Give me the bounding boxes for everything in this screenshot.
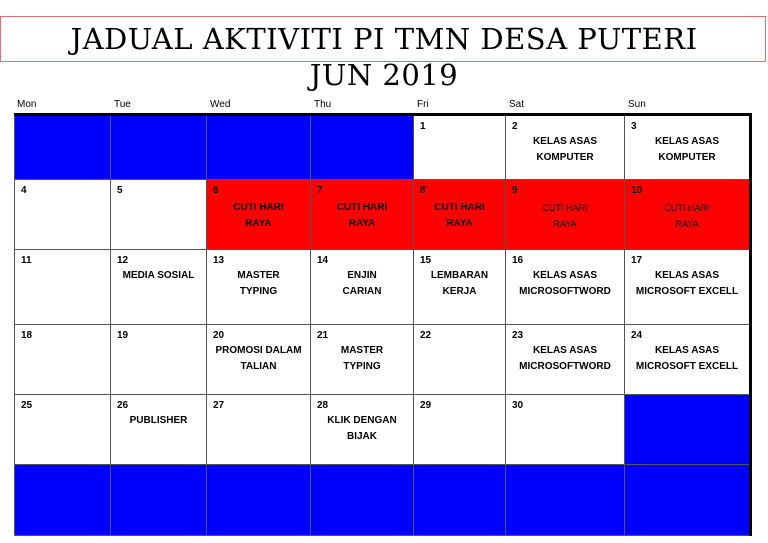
calendar-day-cell: [111, 325, 207, 395]
day-number: 3: [631, 121, 637, 132]
calendar-day-cell: [625, 116, 750, 180]
calendar-day-cell: [414, 116, 506, 180]
calendar-day-cell: [14, 465, 111, 536]
activity-label: KLIK DENGAN BIJAK: [327, 415, 397, 442]
calendar-day-cell: [625, 465, 750, 536]
page-subtitle-month: JUN 2019: [309, 58, 459, 92]
weekday-header-wed: Wed: [210, 99, 231, 110]
activity-label: KELAS ASAS MICROSOFT EXCELL: [635, 270, 739, 297]
day-number: 22: [420, 330, 432, 341]
day-number: 2: [512, 121, 518, 132]
activity-label: KELAS ASAS KOMPUTER: [654, 136, 720, 163]
calendar-day-cell: [207, 395, 311, 465]
calendar-day-cell: [111, 465, 207, 536]
holiday-label: CUTI HARI RAYA: [233, 202, 284, 229]
calendar-day-cell: [311, 180, 414, 250]
weekday-header-fri: Fri: [417, 99, 429, 110]
activity-label: MASTER TYPING: [237, 270, 280, 297]
calendar-day-cell: [625, 325, 750, 395]
activity-label: LEMBARAN KERJA: [430, 270, 489, 297]
calendar-day-cell: [414, 250, 506, 325]
day-number: 8: [420, 185, 426, 196]
calendar-right-border: [749, 113, 752, 536]
day-number: 15: [420, 255, 432, 266]
page-title: JADUAL AKTIVITI PI TMN DESA PUTERI: [70, 22, 698, 56]
calendar-day-cell: [506, 116, 625, 180]
day-number: 29: [420, 400, 432, 411]
calendar-day-cell: [14, 180, 111, 250]
day-number: 7: [317, 185, 323, 196]
weekday-header-sun: Sun: [628, 99, 646, 110]
calendar-day-cell: [414, 180, 506, 250]
day-number: 14: [317, 255, 329, 266]
calendar-day-cell: [506, 325, 625, 395]
holiday-label: CUTI HARI RAYA: [664, 203, 710, 229]
calendar-day-cell: [207, 250, 311, 325]
holiday-label: CUTI HARI RAYA: [336, 202, 388, 229]
activity-label: MEDIA SOSIAL: [122, 270, 195, 281]
calendar-day-cell: [311, 116, 414, 180]
calendar-day-cell: [111, 180, 207, 250]
activity-label: KELAS ASAS KOMPUTER: [532, 136, 598, 163]
activity-label: ENJIN CARIAN: [342, 270, 382, 297]
calendar-day-cell: [14, 325, 111, 395]
day-number: 5: [117, 185, 123, 196]
day-number: 9: [512, 185, 518, 196]
activity-label: KELAS ASAS MICROSOFT EXCELL: [635, 345, 739, 372]
calendar-day-cell: [625, 180, 750, 250]
weekday-header-tue: Tue: [114, 99, 131, 110]
day-number: 18: [21, 330, 33, 341]
weekday-header-thu: Thu: [314, 99, 332, 110]
day-number: 23: [512, 330, 524, 341]
calendar-day-cell: [506, 395, 625, 465]
calendar-day-cell: [207, 116, 311, 180]
calendar-day-cell: [311, 395, 414, 465]
weekday-header-row: [14, 95, 750, 116]
calendar-day-cell: [311, 325, 414, 395]
holiday-label: CUTI HARI RAYA: [434, 202, 485, 229]
calendar-grid: [14, 95, 750, 536]
calendar-day-cell: [207, 325, 311, 395]
day-number: 19: [117, 330, 129, 341]
calendar-day-cell: [414, 465, 506, 536]
day-number: 24: [631, 330, 643, 341]
calendar-day-cell: [506, 250, 625, 325]
calendar-day-cell: [311, 250, 414, 325]
holiday-label: CUTI HARI RAYA: [542, 203, 588, 229]
day-number: 13: [213, 255, 225, 266]
weekday-header-sat: Sat: [509, 99, 525, 110]
day-number: 17: [631, 255, 643, 266]
day-number: 4: [21, 185, 27, 196]
weekday-header-mon: Mon: [17, 99, 37, 110]
day-number: 26: [117, 400, 129, 411]
activity-label: KELAS ASAS MICROSOFTWORD: [519, 270, 611, 297]
calendar-day-cell: [625, 250, 750, 325]
day-number: 1: [420, 121, 426, 132]
activity-label: PUBLISHER: [129, 415, 188, 426]
calendar-day-cell: [111, 116, 207, 180]
calendar-day-cell: [14, 116, 111, 180]
day-number: 28: [317, 400, 329, 411]
day-number: 27: [213, 400, 225, 411]
day-number: 20: [213, 330, 225, 341]
activity-label: PROMOSI DALAM TALIAN: [215, 345, 302, 372]
day-number: 11: [21, 255, 32, 266]
calendar-day-cell: [506, 465, 625, 536]
calendar-day-cell: [207, 465, 311, 536]
day-number: 16: [512, 255, 524, 266]
calendar-day-cell: [14, 250, 111, 325]
day-number: 6: [213, 185, 219, 196]
day-number: 10: [631, 185, 643, 196]
day-number: 12: [117, 255, 129, 266]
calendar-day-cell: [414, 325, 506, 395]
calendar-day-cell: [625, 395, 750, 465]
calendar-day-cell: [111, 250, 207, 325]
calendar-day-cell: [14, 395, 111, 465]
calendar-day-cell: [506, 180, 625, 250]
calendar-day-cell: [414, 395, 506, 465]
activity-label: MASTER TYPING: [340, 345, 384, 372]
calendar-day-cell: [207, 180, 311, 250]
calendar-day-cell: [311, 465, 414, 536]
calendar-day-cell: [111, 395, 207, 465]
day-number: 25: [21, 400, 33, 411]
day-number: 30: [512, 400, 524, 411]
day-number: 21: [317, 330, 329, 341]
activity-label: KELAS ASAS MICROSOFTWORD: [519, 345, 611, 372]
